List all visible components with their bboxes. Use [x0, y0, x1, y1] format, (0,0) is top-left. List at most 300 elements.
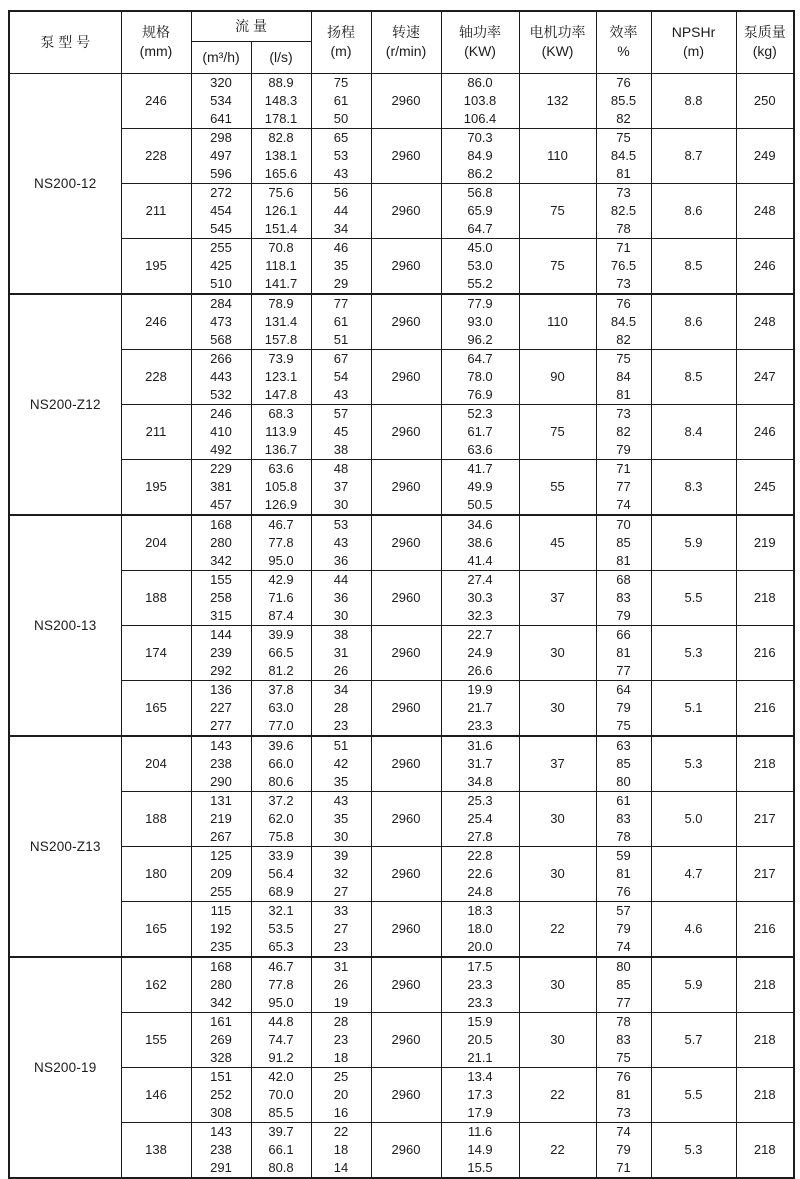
- head-cell: [311, 128, 371, 183]
- efficiency-cell: [596, 791, 651, 846]
- spec-cell: 188: [121, 570, 191, 625]
- head-cell-line: 20: [333, 1086, 349, 1102]
- speed-cell: 2960: [371, 846, 441, 901]
- motor-power-cell: 30: [519, 625, 596, 680]
- flow-ls-cell-line: 68.9: [268, 883, 294, 899]
- flow-ls-cell-line: 39.7: [268, 1123, 294, 1139]
- header-efficiency-unit: %: [617, 43, 630, 60]
- head-cell: [311, 901, 371, 957]
- flow-m3h-cell-line: 246: [210, 405, 232, 421]
- pump-model-name: NS200-Z12: [9, 294, 121, 515]
- shaft-power-cell: [441, 1122, 519, 1178]
- efficiency-cell-line: 73: [616, 405, 631, 421]
- head-cell-line: 29: [333, 275, 349, 291]
- head-cell-line: 39: [333, 847, 349, 863]
- flow-m3h-cell-line: 328: [210, 1049, 232, 1065]
- shaft-power-cell-line: 70.3: [467, 129, 493, 145]
- head-cell-line: 37: [333, 478, 349, 494]
- shaft-power-cell-line: 17.3: [467, 1086, 493, 1102]
- header-motor-power-unit: (KW): [541, 43, 574, 60]
- header-shaft-power: [441, 11, 519, 73]
- pump-model-name: NS200-13: [9, 515, 121, 736]
- mass-cell: 218: [736, 957, 794, 1013]
- spec-cell: 204: [121, 515, 191, 571]
- motor-power-cell: 75: [519, 404, 596, 459]
- flow-ls-cell-line: 39.6: [268, 737, 294, 753]
- efficiency-cell-line: 76: [616, 883, 631, 899]
- efficiency-cell: [596, 404, 651, 459]
- efficiency-cell-line: 81: [616, 165, 631, 181]
- flow-ls-cell-line: 73.9: [268, 350, 294, 366]
- flow-ls-cell: [251, 680, 311, 736]
- flow-m3h-cell-line: 425: [210, 257, 232, 273]
- flow-m3h-cell-line: 267: [210, 828, 232, 844]
- flow-ls-cell-line: 87.4: [268, 607, 294, 623]
- speed-cell: 2960: [371, 1067, 441, 1122]
- flow-m3h-cell-line: 161: [210, 1013, 232, 1029]
- flow-m3h-cell: [191, 294, 251, 350]
- efficiency-cell-line: 79: [616, 607, 631, 623]
- motor-power-cell: 22: [519, 1067, 596, 1122]
- flow-m3h-cell-line: 151: [210, 1068, 232, 1084]
- flow-m3h-cell-line: 290: [210, 773, 232, 789]
- shaft-power-cell-line: 18.3: [467, 902, 493, 918]
- flow-ls-cell: [251, 1122, 311, 1178]
- head-cell-line: 33: [333, 902, 349, 918]
- flow-ls-cell-line: 46.7: [268, 958, 294, 974]
- flow-ls-cell: [251, 349, 311, 404]
- npshr-cell: 4.6: [651, 901, 736, 957]
- head-cell-line: 54: [333, 368, 349, 384]
- motor-power-cell: 45: [519, 515, 596, 571]
- npshr-cell: 8.7: [651, 128, 736, 183]
- flow-ls-cell-line: 95.0: [268, 552, 294, 568]
- efficiency-cell: [596, 238, 651, 294]
- header-speed-label: 转速: [392, 24, 421, 41]
- flow-ls-cell-line: 77.8: [268, 976, 294, 992]
- head-cell-line: 44: [333, 571, 349, 587]
- shaft-power-cell-line: 25.3: [467, 792, 493, 808]
- flow-m3h-cell-line: 239: [210, 644, 232, 660]
- efficiency-cell: [596, 515, 651, 571]
- head-cell: [311, 570, 371, 625]
- efficiency-cell-line: 66: [616, 626, 631, 642]
- head-cell: [311, 515, 371, 571]
- shaft-power-cell: [441, 736, 519, 792]
- flow-ls-cell-line: 80.6: [268, 773, 294, 789]
- shaft-power-cell: [441, 1067, 519, 1122]
- head-cell-line: 51: [333, 331, 349, 347]
- shaft-power-cell-line: 93.0: [467, 313, 493, 329]
- flow-ls-cell-line: 178.1: [264, 110, 298, 126]
- shaft-power-cell: [441, 459, 519, 515]
- flow-m3h-cell: [191, 1122, 251, 1178]
- head-cell-line: 23: [333, 717, 349, 733]
- head-cell-line: 67: [333, 350, 349, 366]
- efficiency-cell-line: 70: [616, 516, 631, 532]
- shaft-power-cell-line: 86.2: [467, 165, 493, 181]
- shaft-power-cell-line: 103.8: [463, 92, 497, 108]
- shaft-power-cell-line: 45.0: [467, 239, 493, 255]
- header-mass-label: 泵质量: [743, 24, 786, 41]
- spec-group-row: [9, 680, 794, 736]
- efficiency-cell-line: 82.5: [610, 202, 637, 218]
- flow-ls-cell: [251, 570, 311, 625]
- head-cell-line: 34: [333, 681, 349, 697]
- shaft-power-cell: [441, 349, 519, 404]
- motor-power-cell: 110: [519, 128, 596, 183]
- speed-cell: 2960: [371, 680, 441, 736]
- efficiency-cell-line: 84.5: [610, 313, 637, 329]
- header-motor-power: [519, 11, 596, 73]
- flow-ls-cell-line: 91.2: [268, 1049, 294, 1065]
- head-cell-line: 36: [333, 589, 349, 605]
- flow-ls-cell-line: 37.2: [268, 792, 294, 808]
- flow-ls-cell-line: 33.9: [268, 847, 294, 863]
- shaft-power-cell-line: 22.6: [467, 865, 493, 881]
- head-cell-line: 18: [333, 1141, 349, 1157]
- shaft-power-cell-line: 50.5: [467, 496, 493, 512]
- speed-cell: 2960: [371, 238, 441, 294]
- flow-m3h-cell-line: 131: [210, 792, 232, 808]
- speed-cell: 2960: [371, 128, 441, 183]
- efficiency-cell-line: 78: [616, 828, 631, 844]
- head-cell: [311, 1067, 371, 1122]
- spec-cell: 162: [121, 957, 191, 1013]
- motor-power-cell: 90: [519, 349, 596, 404]
- efficiency-cell-line: 81: [616, 865, 631, 881]
- efficiency-cell-line: 78: [616, 220, 631, 236]
- head-cell-line: 53: [333, 147, 349, 163]
- speed-cell: 2960: [371, 1122, 441, 1178]
- flow-m3h-cell: [191, 957, 251, 1013]
- efficiency-cell-line: 74: [616, 938, 631, 954]
- flow-ls-cell-line: 66.0: [268, 755, 294, 771]
- flow-ls-cell-line: 123.1: [264, 368, 298, 384]
- header-mass-unit: (kg): [752, 43, 777, 60]
- shaft-power-cell: [441, 570, 519, 625]
- efficiency-cell: [596, 680, 651, 736]
- head-cell-line: 77: [333, 295, 349, 311]
- efficiency-cell-line: 81: [616, 552, 631, 568]
- spec-cell: 211: [121, 183, 191, 238]
- flow-m3h-cell-line: 568: [210, 331, 232, 347]
- head-cell: [311, 183, 371, 238]
- flow-m3h-cell: [191, 680, 251, 736]
- efficiency-cell-line: 82: [616, 331, 631, 347]
- header-spec-label: 规格: [142, 24, 170, 41]
- flow-m3h-cell: [191, 515, 251, 571]
- flow-ls-cell-line: 42.0: [268, 1068, 294, 1084]
- mass-cell: 219: [736, 515, 794, 571]
- shaft-power-cell-line: 52.3: [467, 405, 493, 421]
- head-cell-line: 44: [333, 202, 349, 218]
- speed-cell: 2960: [371, 349, 441, 404]
- head-cell-line: 61: [333, 313, 349, 329]
- spec-cell: 204: [121, 736, 191, 792]
- flow-m3h-cell-line: 238: [210, 1141, 232, 1157]
- efficiency-cell-line: 80: [616, 773, 631, 789]
- spec-cell: 165: [121, 901, 191, 957]
- npshr-cell: 5.3: [651, 736, 736, 792]
- mass-cell: 218: [736, 1012, 794, 1067]
- speed-cell: 2960: [371, 957, 441, 1013]
- shaft-power-cell-line: 26.6: [467, 662, 493, 678]
- shaft-power-cell-line: 20.5: [467, 1031, 493, 1047]
- flow-m3h-cell-line: 497: [210, 147, 232, 163]
- npshr-cell: 8.3: [651, 459, 736, 515]
- head-cell-line: 46: [333, 239, 349, 255]
- head-cell-line: 43: [333, 386, 349, 402]
- flow-m3h-cell-line: 596: [210, 165, 232, 181]
- flow-m3h-cell-line: 534: [210, 92, 232, 108]
- shaft-power-cell: [441, 238, 519, 294]
- head-cell-line: 16: [333, 1104, 349, 1120]
- efficiency-cell-line: 81: [616, 1086, 631, 1102]
- flow-m3h-cell-line: 280: [210, 534, 232, 550]
- npshr-cell: 5.1: [651, 680, 736, 736]
- header-head-label: 扬程: [327, 24, 356, 41]
- spec-cell: 211: [121, 404, 191, 459]
- shaft-power-cell-line: 49.9: [467, 478, 493, 494]
- mass-cell: 217: [736, 846, 794, 901]
- flow-m3h-cell-line: 510: [210, 275, 232, 291]
- efficiency-cell-line: 68: [616, 571, 631, 587]
- shaft-power-cell-line: 84.9: [467, 147, 493, 163]
- shaft-power-cell-line: 27.8: [467, 828, 493, 844]
- shaft-power-cell: [441, 515, 519, 571]
- flow-m3h-cell-line: 492: [210, 441, 232, 457]
- efficiency-cell: [596, 183, 651, 238]
- efficiency-cell-line: 82: [616, 423, 631, 439]
- flow-m3h-cell: [191, 183, 251, 238]
- head-cell-line: 30: [333, 607, 349, 623]
- flow-m3h-cell: [191, 625, 251, 680]
- flow-m3h-cell-line: 229: [210, 460, 232, 476]
- shaft-power-cell-line: 31.7: [467, 755, 493, 771]
- flow-ls-cell: [251, 791, 311, 846]
- head-cell: [311, 404, 371, 459]
- npshr-cell: 8.6: [651, 183, 736, 238]
- efficiency-cell-line: 85.5: [610, 92, 637, 108]
- flow-ls-cell-line: 78.9: [268, 295, 294, 311]
- flow-ls-cell-line: 157.8: [264, 331, 298, 347]
- flow-ls-cell-line: 148.3: [264, 92, 298, 108]
- head-cell-line: 27: [333, 883, 349, 899]
- efficiency-cell-line: 78: [616, 1013, 631, 1029]
- motor-power-cell: 37: [519, 570, 596, 625]
- head-cell-line: 26: [333, 976, 349, 992]
- flow-m3h-cell-line: 381: [210, 478, 232, 494]
- motor-power-cell: 110: [519, 294, 596, 350]
- header-speed: [371, 11, 441, 73]
- flow-m3h-cell: [191, 1012, 251, 1067]
- npshr-cell: 8.5: [651, 238, 736, 294]
- efficiency-cell-line: 73: [616, 1104, 631, 1120]
- flow-ls-cell: [251, 183, 311, 238]
- speed-cell: 2960: [371, 294, 441, 350]
- head-cell-line: 38: [333, 626, 349, 642]
- header-flow-ls: (l/s): [251, 41, 311, 73]
- flow-ls-cell-line: 70.0: [268, 1086, 294, 1102]
- flow-ls-cell: [251, 1067, 311, 1122]
- head-cell-line: 23: [333, 1031, 349, 1047]
- spec-cell: 195: [121, 459, 191, 515]
- efficiency-cell-line: 75: [616, 1049, 631, 1065]
- shaft-power-cell-line: 86.0: [467, 74, 493, 90]
- flow-ls-cell: [251, 459, 311, 515]
- efficiency-cell-line: 79: [616, 441, 631, 457]
- flow-ls-cell-line: 82.8: [268, 129, 294, 145]
- speed-cell: 2960: [371, 736, 441, 792]
- table-header: [9, 11, 794, 73]
- pump-model-name: NS200-Z13: [9, 736, 121, 957]
- flow-ls-cell-line: 147.8: [264, 386, 298, 402]
- efficiency-cell-line: 64: [616, 681, 631, 697]
- shaft-power-cell: [441, 404, 519, 459]
- efficiency-cell: [596, 1012, 651, 1067]
- shaft-power-cell-line: 53.0: [467, 257, 493, 273]
- flow-m3h-cell: [191, 1067, 251, 1122]
- spec-cell: 165: [121, 680, 191, 736]
- shaft-power-cell-line: 11.6: [467, 1123, 493, 1139]
- shaft-power-cell-line: 65.9: [467, 202, 493, 218]
- head-cell-line: 43: [333, 165, 349, 181]
- npshr-cell: 5.5: [651, 570, 736, 625]
- head-cell: [311, 736, 371, 792]
- shaft-power-cell-line: 23.3: [467, 976, 493, 992]
- motor-power-cell: 30: [519, 791, 596, 846]
- header-efficiency: [596, 11, 651, 73]
- efficiency-cell-line: 61: [616, 792, 631, 808]
- shaft-power-cell-line: 17.5: [467, 958, 493, 974]
- flow-m3h-cell-line: 292: [210, 662, 232, 678]
- efficiency-cell-line: 76.5: [610, 257, 637, 273]
- efficiency-cell-line: 76: [616, 1068, 631, 1084]
- spec-cell: 180: [121, 846, 191, 901]
- spec-group-row: [9, 1067, 794, 1122]
- head-cell: [311, 349, 371, 404]
- shaft-power-cell-line: 41.4: [467, 552, 493, 568]
- efficiency-cell: [596, 349, 651, 404]
- spec-cell: 195: [121, 238, 191, 294]
- efficiency-cell-line: 77: [616, 478, 631, 494]
- flow-ls-cell-line: 70.8: [268, 239, 294, 255]
- shaft-power-cell: [441, 294, 519, 350]
- mass-cell: 245: [736, 459, 794, 515]
- efficiency-cell-line: 79: [616, 1141, 631, 1157]
- shaft-power-cell: [441, 901, 519, 957]
- shaft-power-cell-line: 15.5: [467, 1159, 493, 1175]
- flow-ls-cell-line: 66.5: [268, 644, 294, 660]
- efficiency-cell-line: 75: [616, 717, 631, 733]
- table-body: [9, 73, 794, 1178]
- mass-cell: 217: [736, 791, 794, 846]
- efficiency-cell-line: 85: [616, 534, 631, 550]
- efficiency-cell-line: 76: [616, 295, 631, 311]
- head-cell: [311, 1122, 371, 1178]
- shaft-power-cell-line: 14.9: [467, 1141, 493, 1157]
- head-cell: [311, 791, 371, 846]
- shaft-power-cell-line: 55.2: [467, 275, 493, 291]
- flow-ls-cell: [251, 736, 311, 792]
- flow-m3h-cell-line: 277: [210, 717, 232, 733]
- head-cell-line: 45: [333, 423, 349, 439]
- head-cell-line: 75: [333, 74, 349, 90]
- flow-ls-cell-line: 56.4: [268, 865, 294, 881]
- head-cell-line: 27: [333, 920, 349, 936]
- pump-spec-table: [8, 10, 795, 1179]
- flow-m3h-cell: [191, 901, 251, 957]
- flow-ls-cell-line: 105.8: [264, 478, 298, 494]
- flow-ls-cell-line: 113.9: [265, 423, 297, 439]
- shaft-power-cell: [441, 73, 519, 128]
- motor-power-cell: 30: [519, 1012, 596, 1067]
- efficiency-cell-line: 74: [616, 1123, 631, 1139]
- shaft-power-cell: [441, 680, 519, 736]
- shaft-power-cell: [441, 128, 519, 183]
- header-efficiency-label: 效率: [609, 24, 638, 41]
- npshr-cell: 4.7: [651, 846, 736, 901]
- flow-ls-cell-line: 118.1: [265, 257, 297, 273]
- head-cell-line: 35: [333, 773, 349, 789]
- flow-m3h-cell-line: 269: [210, 1031, 232, 1047]
- head-cell-line: 23: [333, 938, 349, 954]
- flow-m3h-cell-line: 238: [210, 755, 232, 771]
- shaft-power-cell: [441, 183, 519, 238]
- flow-m3h-cell-line: 291: [210, 1159, 232, 1175]
- speed-cell: 2960: [371, 791, 441, 846]
- speed-cell: 2960: [371, 901, 441, 957]
- efficiency-cell-line: 85: [616, 976, 631, 992]
- flow-m3h-cell-line: 168: [210, 516, 232, 532]
- efficiency-cell: [596, 294, 651, 350]
- head-cell-line: 61: [333, 92, 349, 108]
- flow-ls-cell-line: 74.7: [268, 1031, 294, 1047]
- spec-cell: 228: [121, 128, 191, 183]
- flow-ls-cell-line: 32.1: [268, 902, 294, 918]
- flow-m3h-cell-line: 410: [210, 423, 232, 439]
- flow-ls-cell-line: 88.9: [268, 74, 294, 90]
- efficiency-cell-line: 75: [616, 350, 631, 366]
- shaft-power-cell-line: 106.4: [463, 110, 497, 126]
- flow-ls-cell-line: 77.8: [268, 534, 294, 550]
- flow-ls-cell: [251, 294, 311, 350]
- efficiency-cell-line: 74: [616, 496, 631, 512]
- motor-power-cell: 30: [519, 680, 596, 736]
- mass-cell: 216: [736, 625, 794, 680]
- flow-ls-cell-line: 141.7: [264, 275, 298, 291]
- speed-cell: 2960: [371, 459, 441, 515]
- spec-group-row: [9, 515, 794, 571]
- flow-ls-cell-line: 71.6: [268, 589, 294, 605]
- flow-ls-cell-line: 95.0: [268, 994, 294, 1010]
- shaft-power-cell: [441, 625, 519, 680]
- efficiency-cell-line: 85: [616, 755, 631, 771]
- shaft-power-cell-line: 61.7: [467, 423, 493, 439]
- flow-ls-cell-line: 131.4: [264, 313, 298, 329]
- spec-group-row: [9, 294, 794, 350]
- flow-ls-cell: [251, 128, 311, 183]
- head-cell-line: 34: [333, 220, 349, 236]
- flow-m3h-cell: [191, 349, 251, 404]
- flow-ls-cell-line: 126.9: [264, 496, 298, 512]
- shaft-power-cell-line: 22.8: [467, 847, 493, 863]
- efficiency-cell-line: 73: [616, 184, 631, 200]
- spec-group-row: [9, 238, 794, 294]
- flow-ls-cell-line: 39.9: [268, 626, 294, 642]
- spec-group-row: [9, 128, 794, 183]
